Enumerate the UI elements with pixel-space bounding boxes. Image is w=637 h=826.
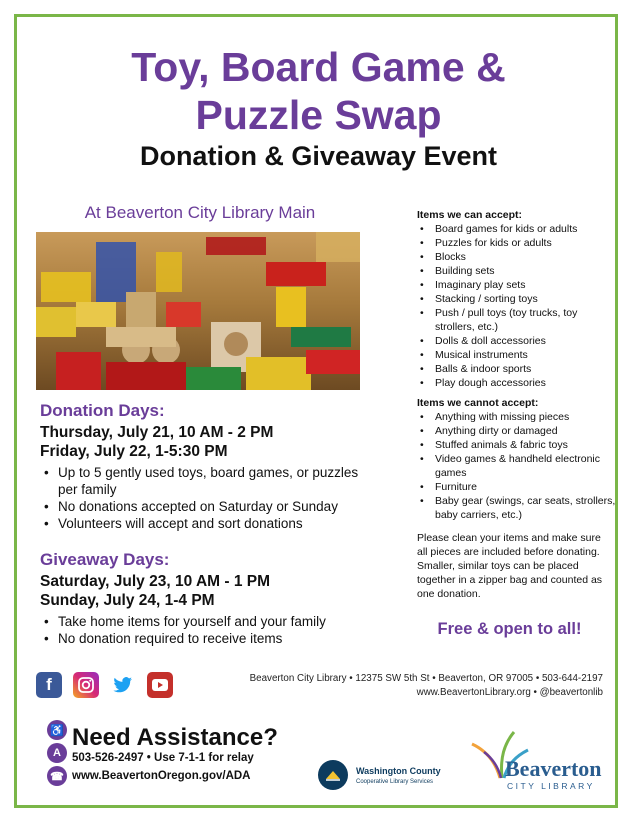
assistance-url[interactable]: www.BeavertonOregon.gov/ADA [72,770,251,782]
donation-note: Please clean your items and make sure all pieces are included before donating. Smaller, similar toys can be placed together in a zipper bag and counted as one donation. [417,532,603,600]
book-icon [318,760,348,790]
list-item: • Anything dirty or damaged [417,424,617,438]
list-item: • Stuffed animals & fabric toys [417,438,617,452]
list-item: • Anything with missing pieces [417,410,617,424]
toys-photo [36,232,360,390]
event-location: At Beaverton City Library Main [84,203,316,222]
instagram-glyph [77,676,95,694]
list-item: • Dolls & doll accessories [417,334,617,348]
list-item: • Blocks [417,250,617,264]
hearing-icon: ☎ [47,766,67,786]
donation-date-1: Thursday, July 21, 10 AM - 2 PM [40,424,274,441]
wheelchair-icon: ♿ [47,720,67,740]
list-item: • Baby gear (swings, car seats, strollers, baby carriers, etc.) [417,494,617,522]
youtube-play [151,678,169,692]
donation-rules-list [40,464,375,532]
list-item: • Puzzles for kids or adults [417,236,617,250]
washington-county-logo [318,760,348,790]
donation-days-heading: Donation Days: [40,401,165,420]
donation-date-2: Friday, July 22, 1-5:30 PM [40,443,228,460]
facebook-icon[interactable] [36,672,62,698]
beaverton-logo-name: Beaverton [505,756,602,781]
list-item: • No donation required to receive items [40,630,375,647]
list-item: • Volunteers will accept and sort donations [40,515,375,532]
library-address: Beaverton City Library • 12375 SW 5th St • Beaverton, OR 97005 • 503-644-2197 [249,673,603,684]
instagram-icon[interactable] [73,672,99,698]
event-title-line1: Toy, Board Game & [131,44,506,90]
twitter-bird [113,676,133,694]
list-item: • Play dough accessories [417,376,617,390]
event-title-line2: Puzzle Swap [195,92,442,138]
accept-heading: Items we can accept: [417,209,523,221]
library-web: www.BeavertonLibrary.org • @beavertonlib [416,687,603,698]
event-subtitle: Donation & Giveaway Event [139,141,498,171]
giveaway-date-2: Sunday, July 24, 1-4 PM [40,592,215,609]
list-item: • Imaginary play sets [417,278,617,292]
free-tagline: Free & open to all! [437,620,582,638]
beaverton-logo-sub: CITY LIBRARY [507,781,595,791]
list-item: • Balls & indoor sports [417,362,617,376]
giveaway-days-heading: Giveaway Days: [40,550,170,569]
twitter-icon[interactable] [110,672,136,698]
list-item: • Push / pull toys (toy trucks, toy strollers, etc.) [417,306,617,334]
youtube-icon[interactable] [147,672,173,698]
assistance-phone: 503-526-2497 • Use 7-1-1 for relay [72,752,254,764]
list-item: • Stacking / sorting toys [417,292,617,306]
list-item: • Musical instruments [417,348,617,362]
giveaway-rules-list [40,613,375,647]
list-item: • Up to 5 gently used toys, board games, or puzzles per family [40,464,375,498]
list-item: • Video games & handheld electronic games [417,452,617,480]
reject-list [417,410,617,522]
list-item: • Take home items for yourself and your family [40,613,375,630]
sign-language-icon: A [47,743,67,763]
list-item: • Furniture [417,480,617,494]
reject-heading: Items we cannot accept: [417,397,539,409]
giveaway-date-1: Saturday, July 23, 10 AM - 1 PM [40,573,270,590]
facebook-letter: f [46,675,52,694]
accept-list [417,222,617,390]
list-item: • No donations accepted on Saturday or Sunday [40,498,375,515]
washington-county-name: Washington County [356,766,441,776]
need-assistance-heading: Need Assistance? [72,724,278,751]
washington-county-sub: Cooperative Library Services [356,779,434,785]
list-item: • Building sets [417,264,617,278]
list-item: • Board games for kids or adults [417,222,617,236]
